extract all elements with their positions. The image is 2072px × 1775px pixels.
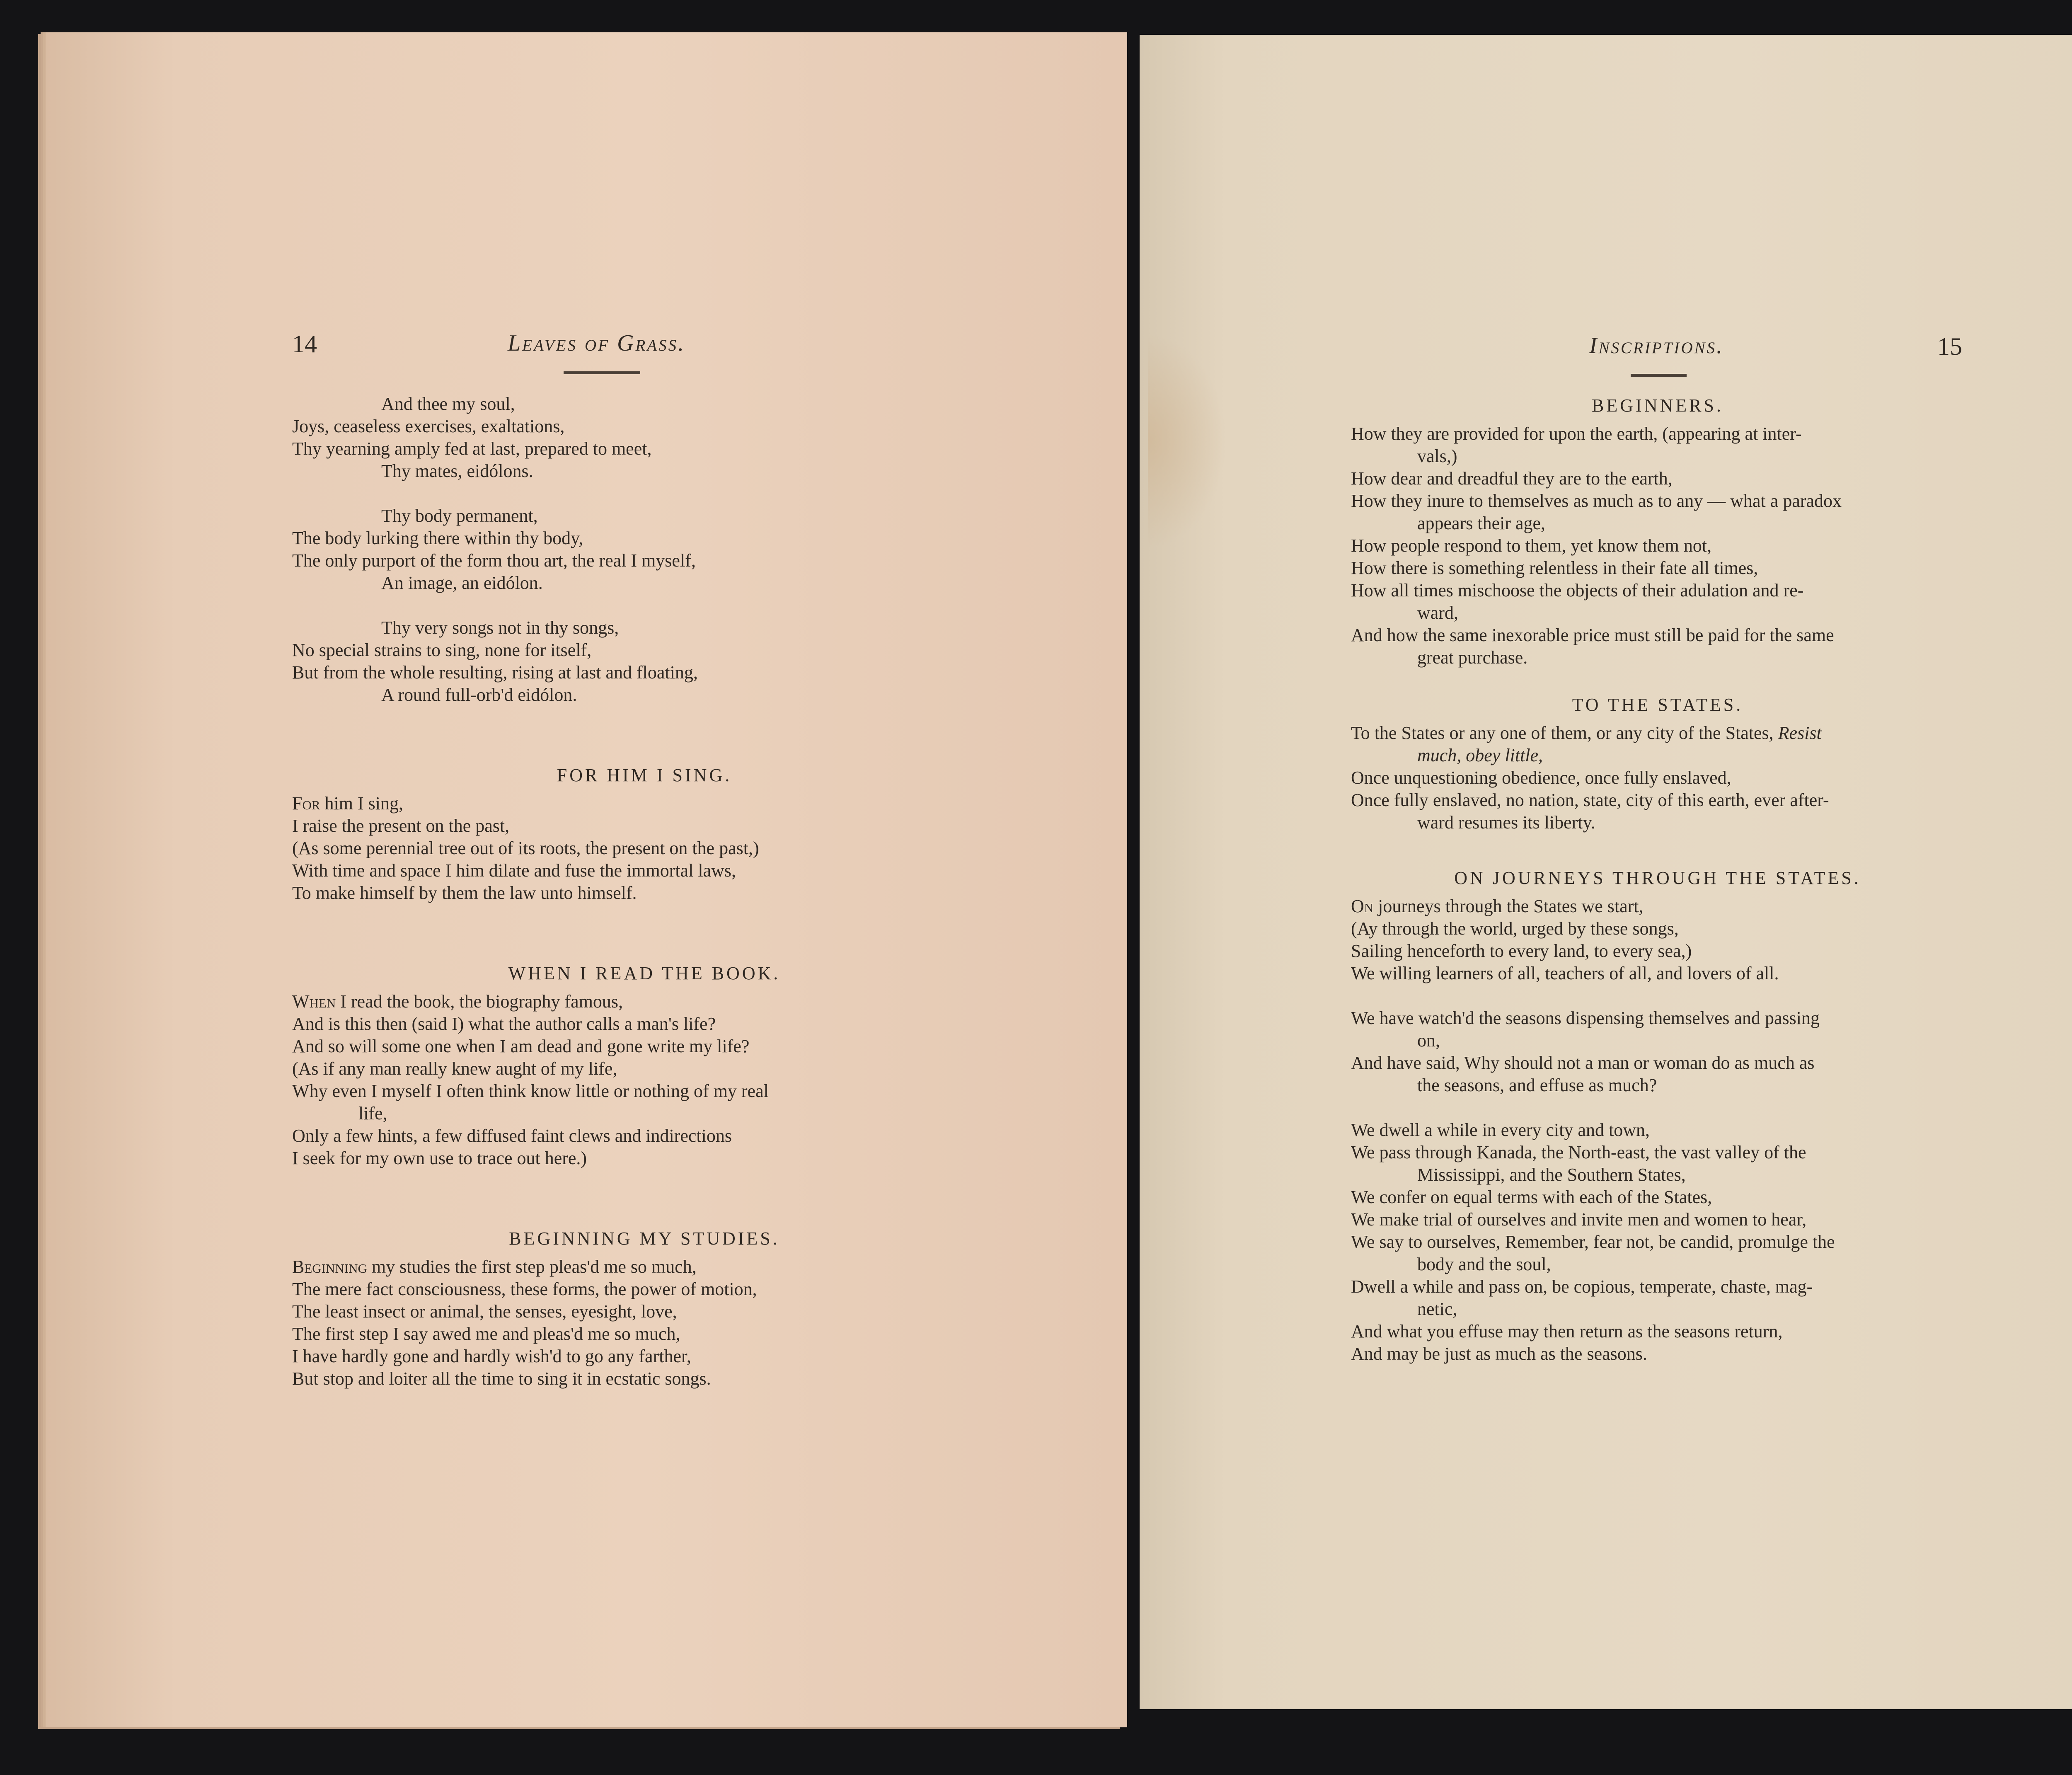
verse-line: We willing learners of all, teachers of all, and lovers of all.: [1351, 963, 1779, 983]
verse-line: appears their age,: [1417, 513, 1546, 533]
verse-line: netic,: [1417, 1299, 1457, 1319]
head-rule: [1631, 374, 1687, 377]
verse-line: How dear and dreadful they are to the earth,: [1351, 468, 1673, 489]
verse-line: And may be just as much as the seasons.: [1351, 1344, 1647, 1364]
verse-line: body and the soul,: [1417, 1254, 1551, 1274]
verse-line: The only purport of the form thou art, the real I myself,: [292, 550, 696, 571]
right-page: [1140, 35, 2072, 1709]
verse-line: And what you effuse may then return as the seasons return,: [1351, 1321, 1783, 1342]
verse-line: [292, 990, 997, 1013]
verse-line: (Ay through the world, urged by these songs,: [1351, 918, 1679, 939]
verse-line: The least insect or animal, the senses, eyesight, love,: [292, 1301, 677, 1322]
running-head: Leaves of Grass.: [508, 330, 686, 356]
verse-line: Why even I myself I often think know little or nothing of my real: [292, 1081, 769, 1101]
poem-title: TO THE STATES.: [1572, 695, 1743, 715]
verse-line: vals,): [1417, 446, 1457, 466]
verse-line: I have hardly gone and hardly wish'd to go any farther,: [292, 1346, 691, 1366]
stanza-break: [1351, 985, 1964, 1007]
verse-line: [1351, 722, 1964, 744]
verse-line: The first step I say awed me and pleas'd me so much,: [292, 1324, 680, 1344]
verse-line: life,: [358, 1103, 387, 1124]
verse-line: [292, 1256, 997, 1278]
stanza-break: [1351, 1097, 1964, 1119]
verse-line: But from the whole resulting, rising at last and floating,: [292, 662, 698, 683]
poem-title: BEGINNERS.: [1592, 395, 1723, 416]
verse-line: the seasons, and effuse as much?: [1417, 1075, 1657, 1095]
verse-line: (As some perennial tree out of its roots, the present on the past,): [292, 838, 759, 858]
verse-line: Thy very songs not in thy songs,: [381, 617, 619, 638]
verse-line: Thy yearning amply fed at last, prepared to meet,: [292, 438, 652, 459]
verse-line: We dwell a while in every city and town,: [1351, 1120, 1650, 1140]
first-line-rest: I read the book, the biography famous,: [336, 991, 623, 1012]
head-rule: [564, 371, 640, 374]
verse-line: We confer on equal terms with each of the States,: [1351, 1187, 1712, 1207]
verse-line: And so will some one when I am dead and gone write my life?: [292, 1036, 750, 1056]
opening-stanzas: [292, 393, 997, 1390]
right-text: [1351, 395, 1964, 1365]
verse-line: great purchase.: [1417, 647, 1528, 668]
poem-title: FOR HIM I SING.: [557, 765, 732, 785]
verse-line: [1351, 895, 1964, 918]
verse-line: How they inure to themselves as much as to any — what a paradox: [1351, 491, 1842, 511]
page-number: 14: [292, 330, 317, 358]
poem-title: WHEN I READ THE BOOK.: [508, 963, 781, 983]
poem-title: BEGINNING MY STUDIES.: [509, 1228, 780, 1249]
first-line-rest: my studies the first step pleas'd me so much,: [367, 1257, 697, 1277]
verse-line: A round full-orb'd eidólon.: [381, 685, 577, 705]
verse-line: How they are provided for upon the earth, (appearing at inter-: [1351, 424, 1802, 444]
verse-line: An image, an eidólon.: [381, 573, 543, 593]
verse-line: We have watch'd the seasons dispensing themselves and passing: [1351, 1008, 1820, 1028]
first-line-rest: him I sing,: [320, 793, 403, 814]
first-line-rest: journeys through the States we start,: [1373, 896, 1644, 916]
stanza-break: [292, 482, 997, 505]
first-word: When: [292, 991, 336, 1012]
verse-line: Mississippi, and the Southern States,: [1417, 1165, 1686, 1185]
verse-line: I seek for my own use to trace out here.): [292, 1148, 587, 1168]
verse-line: on,: [1417, 1030, 1440, 1051]
verse-line: No special strains to sing, none for itself,: [292, 640, 592, 660]
running-head: Inscriptions.: [1589, 333, 1724, 358]
page-number: 15: [1937, 333, 1962, 360]
poem-title: ON JOURNEYS THROUGH THE STATES.: [1454, 868, 1861, 888]
first-word: Beginning: [292, 1257, 367, 1277]
verse-line: And thee my soul,: [381, 394, 515, 414]
verse-line: ward,: [1417, 603, 1458, 623]
verse-line: How people respond to them, yet know them not,: [1351, 535, 1712, 556]
verse-line: Once unquestioning obedience, once fully enslaved,: [1351, 768, 1731, 788]
verse-line: (As if any man really knew aught of my life,: [292, 1058, 617, 1079]
stanza-break: [292, 594, 997, 617]
verse-line: Only a few hints, a few diffused faint clews and indirections: [292, 1126, 732, 1146]
verse-line: [292, 792, 997, 815]
first-word: On: [1351, 896, 1374, 916]
verse-line: much, obey little,: [1417, 745, 1543, 765]
verse-line: And have said, Why should not a man or woman do as much as: [1351, 1053, 1815, 1073]
verse-line: The body lurking there within thy body,: [292, 528, 583, 548]
verse-line: We pass through Kanada, the North-east, the vast valley of the: [1351, 1142, 1806, 1162]
verse-line: Once fully enslaved, no nation, state, city of this earth, ever after-: [1351, 790, 1829, 810]
verse-line: But stop and loiter all the time to sing it in ecstatic songs.: [292, 1368, 711, 1389]
verse-line: Dwell a while and pass on, be copious, temperate, chaste, mag-: [1351, 1276, 1813, 1297]
verse-line: How there is something relentless in their fate all times,: [1351, 558, 1758, 578]
first-word: For: [292, 793, 320, 814]
line-start: To the States or any one of them, or any city of the States,: [1351, 723, 1778, 743]
verse-line: Thy mates, eidólons.: [381, 461, 533, 481]
verse-line: Joys, ceaseless exercises, exaltations,: [292, 416, 565, 436]
verse-line: The mere fact consciousness, these forms, the power of motion,: [292, 1279, 757, 1299]
verse-line: We say to ourselves, Remember, fear not, be candid, promulge the: [1351, 1232, 1835, 1252]
verse-line: With time and space I him dilate and fuse the immortal laws,: [292, 860, 736, 881]
verse-line: I raise the present on the past,: [292, 816, 510, 836]
verse-line: Sailing henceforth to every land, to every sea,): [1351, 941, 1692, 961]
left-page: [46, 32, 1127, 1727]
verse-line: ward resumes its liberty.: [1417, 812, 1595, 833]
verse-line: And how the same inexorable price must still be paid for the same: [1351, 625, 1834, 645]
verse-line: Thy body permanent,: [381, 506, 538, 526]
verse-line: We make trial of ourselves and invite men and women to hear,: [1351, 1209, 1807, 1230]
verse-line: And is this then (said I) what the author calls a man's life?: [292, 1014, 716, 1034]
verse-line: How all times mischoose the objects of their adulation and re-: [1351, 580, 1804, 601]
verse-line: To make himself by them the law unto himself.: [292, 883, 637, 903]
italic-phrase: Resist: [1778, 723, 1822, 743]
page-stain: [1148, 333, 1227, 549]
